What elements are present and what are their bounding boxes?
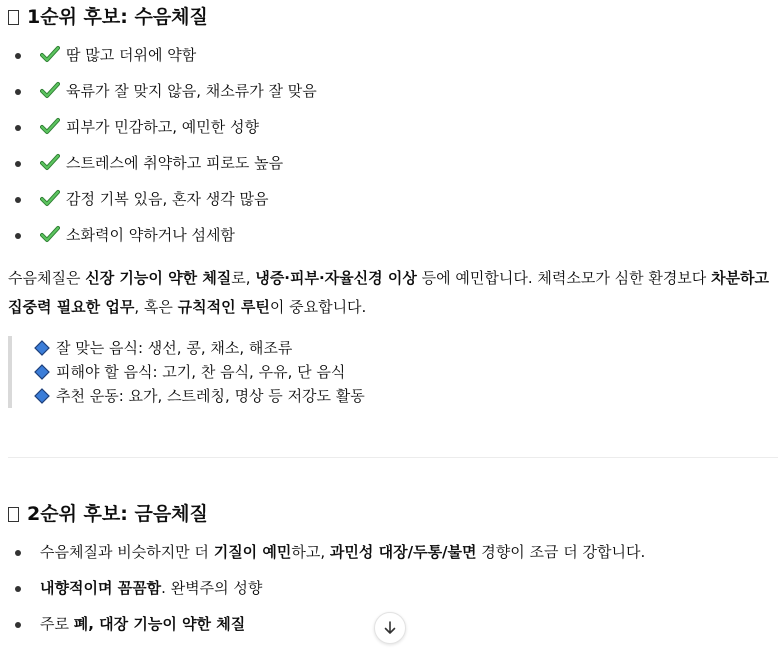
bullet-dot	[15, 89, 21, 95]
list-item	[8, 181, 778, 217]
list-item-text: 경향이 조금 더 강합니다.	[476, 543, 646, 561]
list-item	[8, 37, 778, 73]
section2-heading	[8, 497, 208, 531]
check-mark-icon	[40, 45, 60, 63]
para-text: 등에 예민합니다. 체력소모가 심한 환경보다	[416, 269, 712, 287]
unsupported-glyph-box-icon	[8, 507, 19, 522]
quote-row	[34, 336, 768, 360]
section-divider	[8, 457, 778, 458]
list-item-bold: 폐, 대장 기능이 약한 체질	[73, 615, 246, 633]
check-mark-icon	[40, 189, 60, 207]
section1-paragraph	[8, 264, 778, 322]
blue-diamond-icon	[34, 388, 50, 404]
bullet-dot	[15, 53, 21, 59]
list-item-bold: 과민성 대장/두통/불면	[329, 543, 477, 561]
list-item-text: 피부가 민감하고, 예민한 성향	[66, 118, 259, 136]
bullet-dot	[15, 161, 21, 167]
list-item	[8, 73, 778, 109]
quote-text: 잘 맞는 음식: 생선, 콩, 채소, 해조류	[56, 339, 293, 357]
blockquote	[8, 336, 768, 408]
list-item	[8, 217, 778, 253]
scroll-to-bottom-button[interactable]	[374, 612, 406, 644]
list-item-text: 스트레스에 취약하고 피로도 높음	[66, 154, 284, 172]
list-item-bold: 내향적이며 꼼꼼함	[40, 579, 162, 597]
section1-title: 1순위 후보: 수음체질	[27, 6, 208, 28]
para-text: 로,	[231, 269, 256, 287]
list-item-text: 감정 기복 있음, 혼자 생각 많음	[66, 190, 269, 208]
para-bold: 규칙적인 루틴	[177, 298, 270, 316]
para-text: 수음체질은	[8, 269, 86, 287]
arrow-down-icon	[382, 620, 398, 636]
blue-diamond-icon	[34, 340, 50, 356]
list-item-text: . 완벽주의 성향	[161, 579, 263, 597]
para-bold: 차분하고 집중력 필요한 업무	[8, 269, 770, 316]
check-mark-icon	[40, 225, 60, 243]
list-item-text: 주로	[40, 615, 74, 633]
list-item	[8, 109, 778, 145]
bullet-dot	[15, 622, 21, 628]
check-mark-icon	[40, 153, 60, 171]
list-item-bold: 기질이 예민	[213, 543, 292, 561]
list-item	[8, 570, 778, 606]
quote-row	[34, 384, 768, 408]
quote-row	[34, 360, 768, 384]
para-bold: 신장 기능이 약한 체질	[85, 269, 232, 287]
list-item-text: 육류가 잘 맞지 않음, 채소류가 잘 맞음	[66, 82, 317, 100]
para-bold: 냉증·피부·자율신경 이상	[255, 269, 417, 287]
blue-diamond-icon	[34, 364, 50, 380]
section2-title: 2순위 후보: 금음체질	[27, 503, 208, 525]
para-text: 이 중요합니다.	[269, 298, 367, 316]
section1-heading	[8, 0, 208, 34]
list-item-text: 수음체질과 비슷하지만 더	[40, 543, 214, 561]
bullet-dot	[15, 125, 21, 131]
bullet-dot	[15, 197, 21, 203]
list-item-text: 소화력이 약하거나 섬세함	[66, 226, 235, 244]
quote-text: 추천 운동: 요가, 스트레칭, 명상 등 저강도 활동	[56, 387, 365, 405]
bullet-dot	[15, 550, 21, 556]
list-item-text: 하고,	[291, 543, 330, 561]
symptom-list	[8, 37, 778, 253]
unsupported-glyph-box-icon	[8, 10, 19, 25]
quote-text: 피해야 할 음식: 고기, 찬 음식, 우유, 단 음식	[56, 363, 346, 381]
list-item	[8, 534, 778, 570]
list-item	[8, 145, 778, 181]
list-item-text: 땀 많고 더위에 약함	[66, 46, 197, 64]
bullet-dot	[15, 586, 21, 592]
para-text: , 혹은	[134, 298, 178, 316]
check-mark-icon	[40, 81, 60, 99]
check-mark-icon	[40, 117, 60, 135]
bullet-dot	[15, 233, 21, 239]
